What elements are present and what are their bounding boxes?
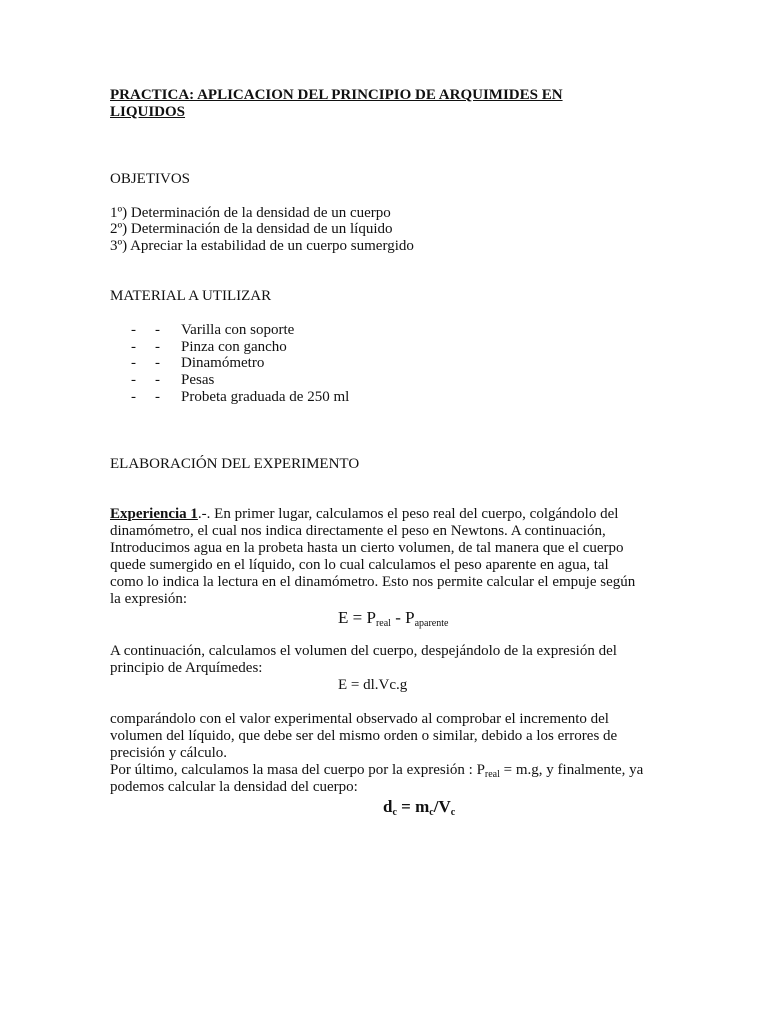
paragraph-line: podemos calcular la densidad del cuerpo:	[110, 779, 358, 795]
bullet-dash: -	[155, 372, 160, 388]
masa-paragraph	[110, 711, 650, 796]
experiencia-line: quede sumergido en el líquido, con lo cual calculamos el peso aparente en agua, tal	[110, 557, 609, 573]
bullet-dash: -	[155, 355, 160, 371]
material-item-label: Probeta graduada de 250 ml	[181, 389, 350, 405]
document-title	[110, 87, 630, 121]
experiencia-line: dinamómetro, el cual nos indica directamente el peso en Newtons. A continuación,	[110, 523, 606, 539]
bullet-dash: -	[155, 322, 160, 338]
paragraph-line: A continuación, calculamos el volumen del cuerpo, despejándolo de la expresión del	[110, 643, 617, 659]
densidad-formula: $d_c = m_c/V_c$	[383, 797, 456, 818]
empuje-formula: $E = P_{real} - P_{aparente}$	[338, 608, 449, 629]
paragraph-line: Por último, calculamos la masa del cuerpo por la expresión : $P_{real} = m.g$, y finalmente, ya	[110, 762, 644, 780]
bullet-dash: -	[155, 389, 160, 405]
bullet-dash: -	[131, 339, 136, 355]
experiencia-paragraph	[110, 506, 640, 608]
material-item-label: Dinamómetro	[181, 355, 265, 371]
material-item-label: Varilla con soporte	[181, 322, 295, 338]
paragraph-line: volumen del líquido, que debe ser del mismo orden o similar, debido a los errores de	[110, 728, 618, 744]
paragraph-line: principio de Arquímedes:	[110, 660, 263, 676]
experiencia-line: Introducimos agua en la probeta hasta un cierto volumen, de tal manera que el cuerpo	[110, 540, 624, 556]
title-line-2: LIQUIDOS	[110, 104, 186, 120]
elaboracion-heading: ELABORACIÓN DEL EXPERIMENTO	[110, 456, 360, 472]
objetivo-item: 2º) Determinación de la densidad de un líquido	[110, 221, 393, 237]
bullet-dash: -	[131, 389, 136, 405]
bullet-dash: -	[131, 322, 136, 338]
experiencia-label: Experiencia 1	[110, 506, 198, 522]
paragraph-line: precisión y cálculo.	[110, 745, 228, 761]
experiencia-line: como lo indica la lectura en el dinamómetro. Esto nos permite calcular el empuje según	[110, 574, 636, 590]
bullet-dash: -	[155, 339, 160, 355]
material-item-label: Pinza con gancho	[181, 339, 287, 355]
arquimedes-formula: E = dl.Vc.g	[338, 677, 408, 693]
experiencia-line: Experiencia 1.-. En primer lugar, calculamos el peso real del cuerpo, colgándolo del	[110, 506, 619, 522]
objetivo-item: 1º) Determinación de la densidad de un cuerpo	[110, 205, 391, 221]
material-item-label: Pesas	[181, 372, 215, 388]
bullet-dash: -	[131, 355, 136, 371]
bullet-dash: -	[131, 372, 136, 388]
objetivos-heading: OBJETIVOS	[110, 171, 191, 187]
experiencia-line: la expresión:	[110, 591, 188, 607]
paragraph-line: comparándolo con el valor experimental observado al comprobar el incremento del	[110, 711, 609, 727]
title-line-1: PRACTICA: APLICACION DEL PRINCIPIO DE ARQUIMIDES EN	[110, 87, 563, 103]
volumen-paragraph	[110, 643, 640, 677]
material-heading: MATERIAL A UTILIZAR	[110, 288, 272, 304]
objetivo-item: 3º) Apreciar la estabilidad de un cuerpo sumergido	[110, 238, 414, 254]
